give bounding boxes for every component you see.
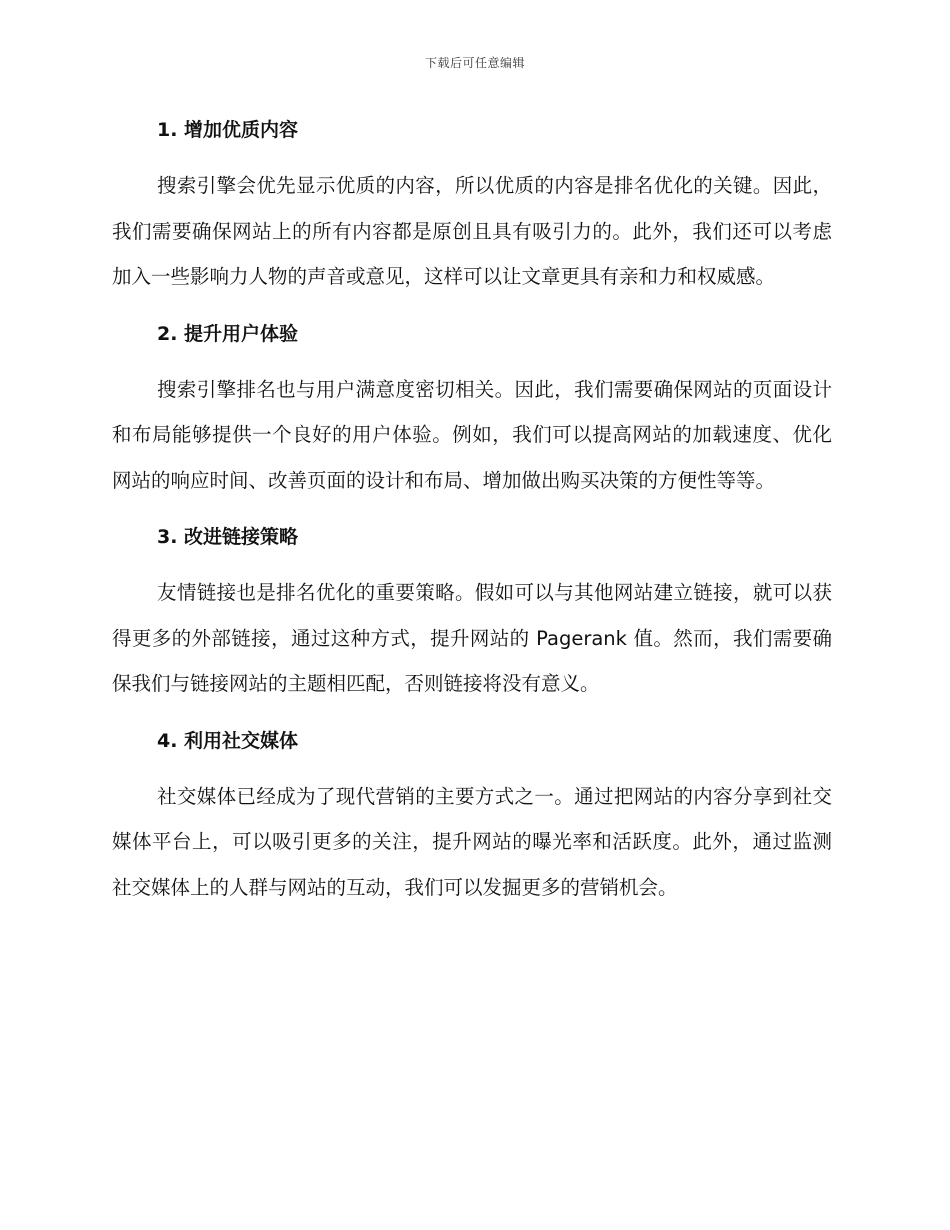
section-paragraph: 友情链接也是排名优化的重要策略。假如可以与其他网站建立链接，就可以获得更多的外部链接，通过这种方式，提升网站的 Pagerank 值。然而，我们需要确保我们与链接网站的主题相匹配，否则链接将没有意义。	[112, 581, 832, 695]
section-heading: 1. 增加优质内容	[157, 119, 299, 141]
section-heading: 2. 提升用户体验	[157, 322, 299, 345]
section-paragraph: 搜索引擎排名也与用户满意度密切相关。因此，我们需要确保网站的页面设计和布局能够提供一个良好的用户体验。例如，我们可以提高网站的加载速度、优化网站的响应时间、改善页面的设计和布局、增加做出购买决策的方便性等等。	[112, 377, 832, 492]
section-use-social-media	[112, 719, 832, 911]
section-heading: 3. 改进链接策略	[157, 526, 299, 548]
section-paragraph: 搜索引擎会优先显示优质的内容，所以优质的内容是排名优化的关键。因此，我们需要确保网站上的所有内容都是原创且具有吸引力的。此外，我们还可以考虑加入一些影响力人物的声音或意见，这样可以让文章更具有亲和力和权威感。	[112, 174, 832, 288]
section-add-quality-content	[112, 108, 832, 300]
section-paragraph: 社交媒体已经成为了现代营销的主要方式之一。通过把网站的内容分享到社交媒体平台上，可以吸引更多的关注，提升网站的曝光率和活跃度。此外，通过监测社交媒体上的人群与网站的互动，我们可以发掘更多的营销机会。	[112, 784, 832, 899]
section-heading: 4. 利用社交媒体	[157, 729, 299, 752]
page-header: 下载后可任意编辑	[424, 56, 525, 70]
section-improve-user-experience	[112, 312, 832, 504]
section-improve-link-strategy	[112, 515, 832, 707]
document-body	[112, 108, 832, 910]
